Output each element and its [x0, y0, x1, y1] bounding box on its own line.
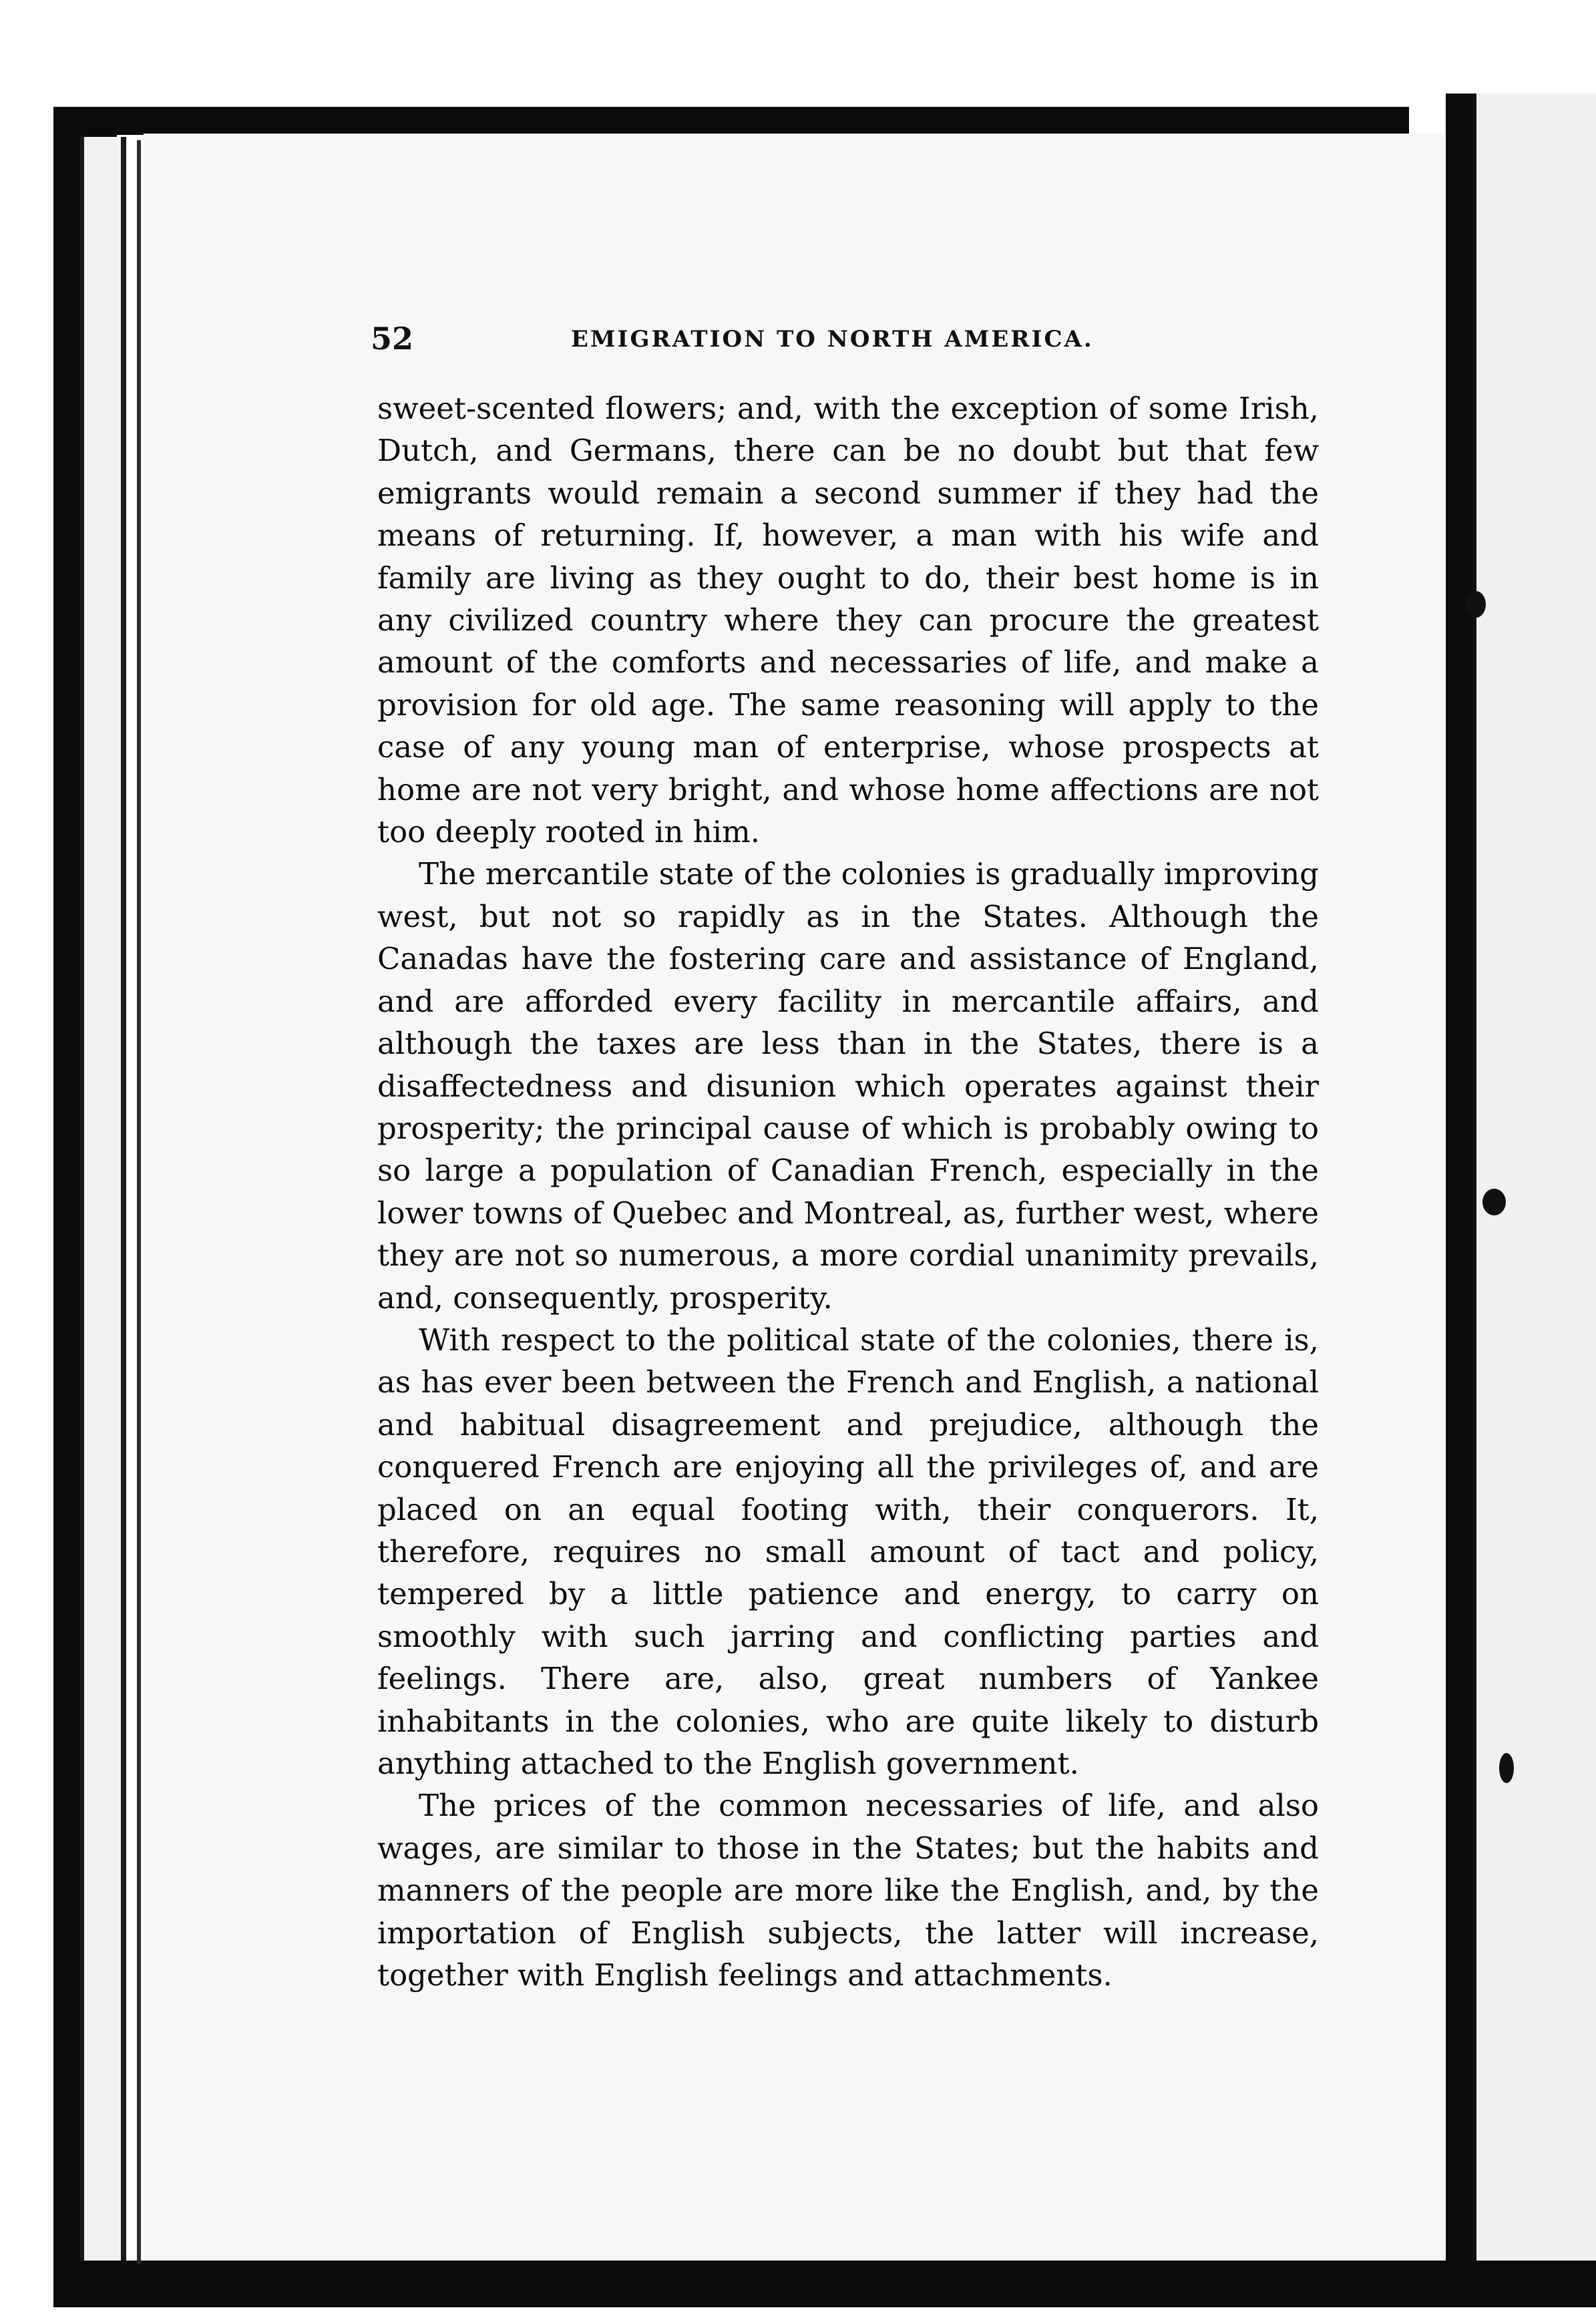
paragraph-2: The mercantile state of the colonies is gradually improving west, but not so rapidly as in the States. Although the Canadas have the fostering care and assistance of England, and are afforded every facility in mercantile affairs, and although the taxes are less than in the States, there is a disaffectedness and disunion which operates against their prosperity; the principal cause of which is probably owing to so large a population of Canadian French, especially in the lower towns of Quebec and Montreal, as, further west, where they are not so numerous, a more cordial unanimity prevails, and, consequently, prosperity. — [377, 856, 1319, 1316]
scan-top-edge — [53, 107, 1409, 135]
paragraph-1: sweet-scented flowers; and, with the exception of some Irish, Dutch, and Germans, there can be no doubt but that few emigrants would remain a second summer if they had the means of returning. If, however, a man with his wife and family are living as they ought to do, their best home is in any civilized country where they can procure the greatest amount of the comforts and necessaries of life, and make a provision for old age. The same reasoning will apply to the case of any young man of enterprise, whose prospects at home are not very bright, and whose home affections are not too deeply rooted in him. — [377, 391, 1319, 850]
book-binding-inner — [80, 137, 126, 2264]
scan-spot — [1466, 591, 1486, 618]
page-header — [371, 321, 1306, 374]
paragraph-4: The prices of the common necessaries of life, and also wages, are similar to those in the States; but the habits and manners of the people are more like the English, and, by the importation of English subjects, the latter will increase, together with English feelings and attachments. — [377, 1788, 1319, 1993]
scan-spot — [1499, 1753, 1514, 1783]
facing-page-edge — [1472, 93, 1596, 2264]
page-gutter-line — [137, 140, 141, 2264]
page-number: 52 — [371, 321, 414, 357]
running-head: EMIGRATION TO NORTH AMERICA. — [571, 326, 1094, 353]
scan-bottom-edge — [53, 2261, 1596, 2307]
scan-spot — [1482, 1189, 1506, 1215]
scan-right-gutter — [1446, 93, 1472, 2271]
page-body — [377, 387, 1319, 1996]
paragraph-3: With respect to the political state of the colonies, there is, as has ever been between the French and English, a national and habitual disagreement and prejudice, although the conquered French are enjoying all the privileges of, and are placed on an equal footing with, their conquerors. It, therefore, requires no small amount of tact and policy, tempered by a little patience and energy, to carry on smoothly with such jarring and conflicting parties and feelings. There are, also, great numbers of Yankee inhabitants in the colonies, who are quite likely to disturb anything attached to the English government. — [377, 1322, 1319, 1781]
